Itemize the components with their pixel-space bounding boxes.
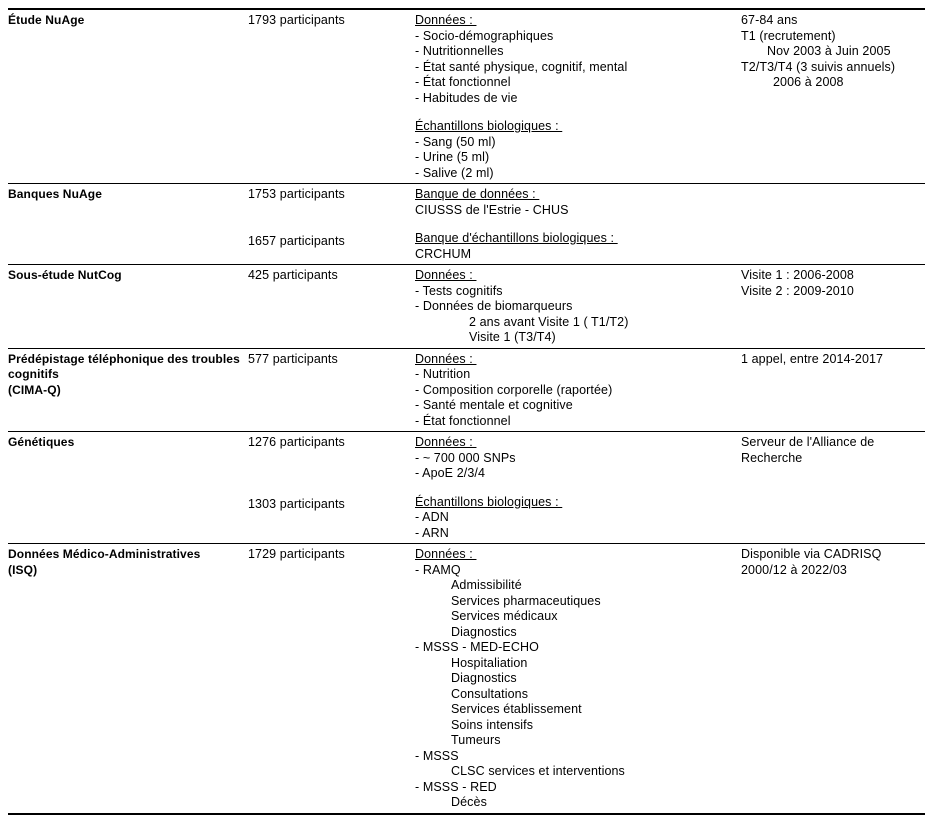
study-title-line: Étude NuAge: [8, 13, 85, 27]
table-row: [8, 10, 925, 183]
period-cell: [741, 352, 925, 430]
details-cell: [415, 187, 741, 262]
detail-line: - ApoE 2/3/4: [415, 466, 485, 480]
details-cell: [415, 547, 741, 811]
detail-line: - Socio-démographiques: [415, 28, 554, 43]
detail-line: - Tests cognitifs: [415, 283, 503, 298]
detail-line: - Composition corporelle (raportée): [415, 382, 613, 397]
detail-line: - Salive (2 ml): [415, 165, 494, 180]
detail-line: [415, 482, 741, 495]
period-line: 2006 à 2008: [773, 75, 844, 89]
detail-line: Échantillons biologiques :: [415, 494, 563, 509]
detail-line: - ARN: [415, 525, 449, 540]
table-row: [8, 543, 925, 813]
details-cell: [415, 13, 741, 181]
period-line: Nov 2003 à Juin 2005: [767, 44, 891, 58]
study-title-cell: [8, 547, 248, 811]
detail-line: - MSSS: [415, 748, 459, 763]
detail-line: - ~ 700 000 SNPs: [415, 450, 516, 465]
detail-line: - MSSS - RED: [415, 779, 497, 794]
detail-line: - Données de biomarqueurs: [415, 299, 573, 313]
period-line: T2/T3/T4 (3 suivis annuels): [741, 59, 896, 74]
table-row: [8, 348, 925, 432]
detail-line: Services établissement: [451, 702, 582, 716]
period-line: T1 (recrutement): [741, 28, 836, 43]
study-title-cell: [8, 435, 248, 541]
table-row: [8, 431, 925, 543]
detail-line: 2 ans avant Visite 1 ( T1/T2): [469, 314, 629, 329]
detail-line: - Sang (50 ml): [415, 134, 496, 149]
study-title-cell: [8, 13, 248, 181]
detail-line: - Nutrition: [415, 367, 471, 381]
participants-cell: [248, 268, 415, 346]
detail-line: Tumeurs: [451, 733, 501, 747]
study-table: [8, 8, 925, 815]
detail-line: - Urine (5 ml): [415, 150, 490, 164]
study-title-line: Prédépistage téléphonique des troubles: [8, 351, 240, 366]
detail-line: Soins intensifs: [451, 717, 534, 732]
period-line: 1 appel, entre 2014-2017: [741, 351, 884, 366]
participant-count: 1729 participants: [248, 547, 345, 561]
detail-line: Données :: [415, 547, 477, 561]
detail-line: CLSC services et interventions: [451, 764, 625, 778]
study-title-line: Banques NuAge: [8, 187, 102, 201]
detail-line: Banque de données :: [415, 187, 540, 201]
detail-line: Hospitaliation: [451, 655, 528, 670]
detail-line: CRCHUM: [415, 246, 472, 261]
document-page: [0, 8, 932, 818]
detail-line: - État fonctionnel: [415, 413, 511, 428]
detail-line: CIUSSS de l'Estrie - CHUS: [415, 202, 569, 217]
participants-cell: [248, 547, 415, 811]
participant-count: 1753 participants: [248, 187, 345, 201]
study-title-line: Génétiques: [8, 435, 75, 449]
study-title-line: Données Médico-Administratives: [8, 547, 201, 561]
participants-cell: [248, 187, 415, 262]
period-line: 67-84 ans: [741, 13, 798, 27]
detail-line: - Nutritionnelles: [415, 44, 504, 58]
participants-cell: [248, 13, 415, 181]
detail-line: [415, 106, 741, 119]
detail-line: Diagnostics: [451, 624, 517, 639]
detail-line: Données :: [415, 435, 477, 449]
study-title-line: Sous-étude NutCog: [8, 268, 122, 282]
study-title-line: cognitifs: [8, 367, 59, 381]
study-title-cell: [8, 187, 248, 262]
detail-line: - État fonctionnel: [415, 75, 511, 89]
detail-line: Échantillons biologiques :: [415, 119, 563, 133]
period-cell: [741, 547, 925, 811]
participant-count: 425 participants: [248, 268, 338, 282]
period-line: 2000/12 à 2022/03: [741, 562, 847, 577]
period-cell: [741, 187, 925, 262]
detail-line: Admissibilité: [451, 578, 522, 592]
period-line: Disponible via CADRISQ: [741, 547, 882, 561]
detail-line: Visite 1 (T3/T4): [469, 330, 556, 344]
details-cell: [415, 268, 741, 346]
detail-line: Banque d'échantillons biologiques :: [415, 231, 618, 245]
study-title-cell: [8, 352, 248, 430]
detail-line: Services pharmaceutiques: [451, 593, 601, 608]
detail-line: Décès: [451, 795, 487, 809]
table-row: [8, 183, 925, 264]
period-cell: [741, 13, 925, 181]
detail-line: Diagnostics: [451, 671, 517, 685]
detail-line: - Habitudes de vie: [415, 90, 518, 105]
period-line: Visite 1 : 2006-2008: [741, 268, 854, 282]
participant-count: 1793 participants: [248, 13, 345, 27]
period-line: Recherche: [741, 450, 803, 465]
study-title-line: (ISQ): [8, 562, 38, 577]
participants-cell: [248, 352, 415, 430]
detail-line: Données :: [415, 351, 477, 366]
period-line: Visite 2 : 2009-2010: [741, 283, 854, 298]
details-cell: [415, 352, 741, 430]
period-line: Serveur de l'Alliance de: [741, 435, 875, 449]
detail-line: - RAMQ: [415, 562, 461, 577]
detail-line: Consultations: [451, 686, 529, 701]
detail-line: - MSSS - MED-ECHO: [415, 640, 539, 654]
study-title-line: (CIMA-Q): [8, 382, 61, 397]
detail-line: - Santé mentale et cognitive: [415, 398, 573, 412]
study-title-cell: [8, 268, 248, 346]
detail-line: [415, 218, 741, 231]
detail-line: Données :: [415, 268, 477, 282]
period-cell: [741, 268, 925, 346]
table-row: [8, 264, 925, 348]
participants-cell: [248, 435, 415, 541]
detail-line: - ADN: [415, 510, 449, 524]
participant-count: 1303 participants: [248, 497, 345, 511]
period-cell: [741, 435, 925, 541]
detail-line: Données :: [415, 13, 477, 27]
participant-count: 1657 participants: [248, 233, 345, 248]
participant-count: 577 participants: [248, 351, 338, 366]
detail-line: - État santé physique, cognitif, mental: [415, 59, 628, 74]
participant-count: 1276 participants: [248, 435, 345, 449]
detail-line: Services médicaux: [451, 609, 558, 623]
details-cell: [415, 435, 741, 541]
